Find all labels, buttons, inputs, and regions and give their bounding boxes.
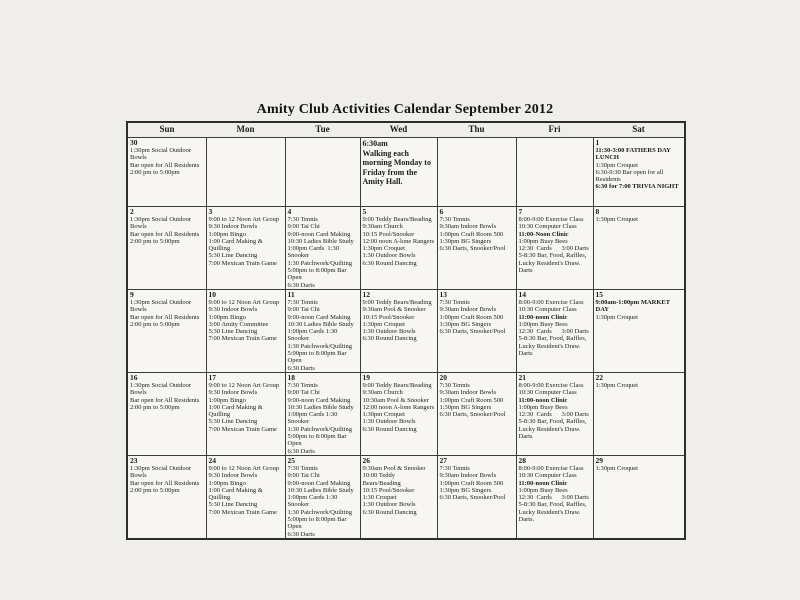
event-line: Darts	[518, 350, 533, 358]
event-line: Lucky Resident's Draw.	[518, 342, 581, 350]
event-line: 11:00-Noon Clinic	[518, 230, 569, 238]
event-line: 6:30 Round Dancing	[362, 335, 417, 343]
event-line: 9:00 Tai Chi	[287, 389, 320, 397]
event-line: 9:00 to 12 Noon Art Group	[208, 216, 280, 223]
day-number: 9	[130, 289, 134, 299]
event-line: 6:30 Round Dancing	[362, 508, 417, 516]
event-line: 8:00-9:00 Exercise Class	[518, 216, 584, 223]
calendar-cell-24	[206, 455, 285, 538]
event-line: 1:30pm Croquet	[595, 464, 638, 472]
event-line: 1:30 Patchwork/Quilting	[287, 342, 352, 350]
event-line: 5-8:30 Bar, Food, Raffles,	[518, 418, 587, 426]
event-line: 10:15 Pool/Snooker	[362, 313, 415, 321]
event-line: 1:30pm BG Singers	[439, 320, 492, 328]
day-header-fri: Fri	[516, 122, 593, 138]
day-number: 30	[130, 138, 138, 147]
event-line: 9:30am Indoor Bowls	[439, 306, 497, 314]
day-number: 5	[362, 207, 367, 216]
event-line: 7:30 Tennis	[287, 298, 318, 306]
calendar-container	[126, 102, 684, 540]
event-line: Bar open for All Residents	[130, 230, 200, 238]
event-line: 1:30pm Social Outdoor Bowls	[130, 298, 193, 314]
event-line: 1:30 Outdoor Bowls	[362, 501, 416, 509]
calendar-cell-empty	[516, 138, 593, 207]
event-line: 6:30 Round Dancing	[362, 259, 417, 267]
event-line: 10:30 Computer Class	[518, 389, 577, 397]
event-line: 6:30 Darts	[287, 447, 315, 455]
event-line: Bar open for All Residents	[130, 161, 200, 169]
day-number: 4	[287, 207, 292, 216]
event-line: 7:30 Tennis	[287, 381, 318, 389]
event-line: 1:30 Outdoor Bowls	[362, 328, 416, 336]
event-line: 7:30 Tennis	[439, 298, 470, 306]
event-line: 10:00 Teddy Bears/Beading	[362, 472, 401, 487]
event-line: Walking each	[362, 148, 409, 158]
event-line: 10:30am Pool & Snooker	[362, 396, 429, 404]
day-number: 16	[130, 372, 138, 382]
event-line: 10:30 Ladies Bible Study	[287, 486, 354, 494]
event-line: 2:00 pm to 5:00pm	[130, 320, 180, 328]
event-line: 1:30pm Croquet	[595, 161, 638, 169]
day-number: 27	[439, 455, 447, 465]
event-line: 9:00-noon Card Making	[287, 396, 351, 404]
event-line: 12:00 noon A-lone Rangers	[362, 237, 435, 245]
event-line: 6:30 Darts, Snooker/Pool	[439, 328, 506, 336]
event-line: 5-8:30 Bar, Food, Raffles,	[518, 335, 587, 343]
event-line: 1:00pm Craft Room 500	[439, 230, 504, 238]
event-line: Darts.	[518, 515, 535, 523]
calendar-cell-14	[516, 289, 593, 372]
event-line: 12:30 Cards 3:00 Darts	[518, 411, 589, 419]
event-line: 1:00pm Bingo	[208, 230, 246, 238]
calendar-cell-29	[593, 455, 685, 538]
event-line: 7:30 Tennis	[287, 216, 318, 223]
event-line: 9:30am Indoor Bowls	[439, 223, 497, 231]
event-line: 1:30 Outdoor Bowls	[362, 418, 416, 426]
event-line: 9:30am Pool & Snooker	[362, 464, 426, 472]
event-line: 9:00 Teddy Bears/Beading	[362, 298, 432, 306]
calendar-cell-empty	[437, 138, 516, 207]
event-line: Darts	[518, 433, 533, 441]
day-header-thu: Thu	[437, 122, 516, 138]
event-line: 6:30 Round Dancing	[362, 425, 417, 433]
calendar-cell-11	[285, 289, 360, 372]
event-line: 9:30 Indoor Bowls	[208, 223, 258, 231]
day-number: 12	[362, 289, 370, 299]
event-line: 11:30-3:00 FATHERS DAY LUNCH	[595, 147, 673, 162]
day-number: 23	[130, 455, 138, 465]
event-line: 9:00 to 12 Noon Art Group	[208, 298, 280, 306]
day-number: 14	[518, 289, 526, 299]
event-line: 9:00-noon Card Making	[287, 479, 351, 487]
event-line: Lucky Resident's Draw.	[518, 425, 581, 433]
event-line: 5:00pm to 8:00pm Bar Open	[287, 433, 349, 448]
event-line: 1:30pm Social Outdoor Bowls	[130, 381, 193, 397]
event-line: 10:15 Pool/Snooker	[362, 486, 415, 494]
event-line: 6:30 Darts, Snooker/Pool	[439, 411, 506, 419]
calendar-cell-1	[593, 138, 685, 207]
event-line: 9:00 Tai Chi	[287, 472, 320, 480]
event-line: 1:00pm Busy Bees	[518, 403, 568, 411]
day-number: 17	[208, 372, 216, 382]
event-line: 6:30 for 7:00 TRIVIA NIGHT	[595, 183, 679, 191]
event-line: 11:00-noon Clinic	[518, 396, 568, 404]
event-line: Lucky Resident's Draw.	[518, 508, 581, 516]
calendar-cell-18	[285, 372, 360, 455]
event-line: 12:30 Cards 3:00 Darts	[518, 245, 589, 253]
event-line: 7:30 Tennis	[439, 464, 470, 472]
event-line: 9:30 Indoor Bowls	[208, 306, 258, 314]
event-line: 7:00 Mexican Train Game	[208, 259, 277, 267]
week-row-3	[127, 289, 685, 372]
event-line: 8:00-9:00 Exercise Class	[518, 464, 584, 472]
calendar-cell-19	[360, 372, 437, 455]
event-line: 1:00pm Bingo	[208, 479, 246, 487]
event-line: 7:00 Mexican Train Game	[208, 425, 277, 433]
calendar-cell-30	[127, 138, 206, 207]
day-number: 15	[595, 289, 603, 299]
day-number: 18	[287, 372, 295, 382]
page-title: Amity Club Activities Calendar September 2012	[256, 102, 554, 117]
event-line: 1:00pm Bingo	[208, 396, 246, 404]
event-line: 1:00pm Busy Bees	[518, 486, 568, 494]
event-line: 6:30 Darts	[287, 530, 315, 538]
event-line: 9:00 to 12 Noon Art Group	[208, 381, 280, 389]
calendar-cell-3	[206, 207, 285, 290]
event-line: 7:30 Tennis	[439, 216, 470, 223]
event-line: 1:30pm Croquet	[362, 245, 405, 253]
event-line: 5:00pm to 8:00pm Bar Open	[287, 350, 349, 365]
event-line: 1:00pm Craft Room 500	[439, 479, 504, 487]
calendar-cell-10	[206, 289, 285, 372]
calendar-cell-27	[437, 455, 516, 538]
event-line: 10:30 Ladies Bible Study	[287, 237, 354, 245]
event-line: 1:00pm Craft Room 500	[439, 396, 504, 404]
calendar-cell-4	[285, 207, 360, 290]
event-line: 5:30 Line Dancing	[208, 328, 258, 336]
week-row-4	[127, 372, 685, 455]
event-line: 1:00pm Cards 1:30 Snooker	[287, 494, 339, 509]
day-header-sat: Sat	[593, 122, 685, 138]
calendar-cell-26	[360, 455, 437, 538]
calendar-cell-empty	[360, 138, 437, 207]
event-line: 7:00 Mexican Train Game	[208, 335, 277, 343]
calendar-cell-22	[593, 372, 685, 455]
event-line: 11:00-noon Clinic	[518, 479, 568, 487]
event-line: 10:15 Pool/Snooker	[362, 230, 415, 238]
event-line: 1:30pm BG Singers	[439, 403, 492, 411]
event-line: 9:30am Indoor Bowls	[439, 389, 497, 397]
calendar-cell-28	[516, 455, 593, 538]
event-line: 9:30am Church	[362, 223, 403, 231]
event-line: 1:00pm Craft Room 500	[439, 313, 504, 321]
event-line: 5:30 Line Dancing	[208, 501, 258, 509]
event-line: 5:30 Line Dancing	[208, 418, 258, 426]
event-line: 1:30 Patchwork/Quilting	[287, 508, 352, 516]
event-line: 9:30am Church	[362, 389, 403, 397]
day-number: 21	[518, 372, 526, 382]
day-header-row	[127, 122, 685, 138]
event-line: 9:00am-1:00pm MARKET DAY	[595, 298, 672, 314]
day-number: 20	[439, 372, 447, 382]
day-number: 19	[362, 372, 370, 382]
calendar-cell-9	[127, 289, 206, 372]
day-number: 28	[518, 455, 526, 465]
event-line: 9:00 Tai Chi	[287, 223, 320, 231]
event-line: 3:00 Amity Committee	[208, 320, 269, 328]
event-line: 5-8:30 Bar, Food, Raffles,	[518, 252, 587, 260]
event-line: 5:00pm to 8:00pm Bar Open	[287, 515, 349, 531]
day-number: 2	[130, 207, 134, 216]
calendar-cell-15	[593, 289, 685, 372]
event-line: 6:30am	[362, 139, 388, 148]
week-row-2	[127, 207, 685, 290]
event-line: 1:30pm Croquet	[362, 320, 405, 328]
day-number: 29	[595, 455, 603, 465]
event-line: 1:00 Card Making & Quilling	[208, 237, 265, 253]
event-line: 1:30pm Croquet	[595, 216, 638, 223]
event-line: 6:30 Darts	[287, 281, 315, 289]
event-line: 2:00 pm to 5:00pm	[130, 237, 180, 245]
event-line: 7:30 Tennis	[439, 381, 470, 389]
event-line: 6:30 Darts, Snooker/Pool	[439, 494, 506, 502]
event-line: 6:30-9:30 Bar open for all Residents	[595, 168, 665, 184]
event-line: 2:00 pm to 5:00pm	[130, 486, 180, 494]
event-line: 8:00-9:00 Exercise Class	[518, 298, 584, 306]
event-line: 9:00-noon Card Making	[287, 313, 351, 321]
event-line: 1:00pm Busy Bees	[518, 320, 568, 328]
day-header-sun: Sun	[127, 122, 206, 138]
event-line: 1:30pm BG Singers	[439, 486, 492, 494]
event-line: 11:00-noon Clinic	[518, 313, 568, 321]
event-line: Bar open for All Residents	[130, 396, 200, 404]
event-line: 10:30 Computer Class	[518, 223, 577, 231]
event-line: 9:00 to 12 Noon Art Group	[208, 464, 280, 472]
event-line: 12:00 noon A-lone Rangers	[362, 403, 435, 411]
event-line: 1:30 Patchwork/Quilting	[287, 425, 352, 433]
day-number: 25	[287, 455, 295, 465]
event-line: 8:00-9:00 Exercise Class	[518, 381, 584, 389]
calendar-cell-6	[437, 207, 516, 290]
day-number: 10	[208, 289, 216, 299]
calendar-cell-empty	[206, 138, 285, 207]
event-line: 9:00-noon Card Making	[287, 230, 351, 238]
event-line: 1:00pm Busy Bees	[518, 237, 568, 245]
week-row-5	[127, 455, 685, 538]
event-line: 1:30 Croquet	[362, 494, 397, 502]
calendar-cell-16	[127, 372, 206, 455]
day-number: 6	[439, 207, 444, 216]
event-line: Bar open for All Residents	[130, 313, 200, 321]
calendar-cell-17	[206, 372, 285, 455]
event-line: 9:30 Indoor Bowls	[208, 389, 258, 397]
event-line: Bar open for All Residents	[130, 479, 200, 487]
calendar-cell-12	[360, 289, 437, 372]
event-line: Amity Hall.	[362, 177, 403, 186]
event-line: 1:30pm Croquet	[595, 381, 638, 389]
event-line: 1:00pm Cards 1:30 Snooker	[287, 245, 341, 260]
event-line: 12:30 Cards 3:00 Darts	[518, 494, 589, 502]
day-number: 11	[287, 289, 295, 299]
calendar-cell-7	[516, 207, 593, 290]
event-line: 1:30pm Social Outdoor Bowls	[130, 216, 193, 231]
event-line: 1:00pm Cards 1:30 Snooker	[287, 411, 339, 426]
event-line: 1:30pm Social Outdoor Bowls	[130, 464, 193, 480]
event-line: 10:30 Ladies Bible Study	[287, 320, 354, 328]
event-line: 1:00 Card Making & Quilling	[208, 403, 265, 419]
event-line: 1:30pm Croquet	[362, 411, 405, 419]
event-line: 10:30 Computer Class	[518, 306, 577, 314]
event-line: 2:00 pm to 5:00pm	[130, 403, 180, 411]
event-line: morning Monday to	[362, 158, 431, 167]
event-line: 9:30am Indoor Bowls	[439, 472, 497, 480]
event-line: 6:30 Darts	[287, 364, 315, 372]
event-line: Friday from the	[362, 167, 418, 177]
calendar-cell-2	[127, 207, 206, 290]
event-line: 5:30 Line Dancing	[208, 252, 258, 260]
day-number: 24	[208, 455, 216, 465]
event-line: 1:30 Outdoor Bowls	[362, 252, 416, 260]
calendar-cell-5	[360, 207, 437, 290]
event-line: 1:30 Patchwork/Quilting	[287, 259, 352, 267]
calendar-cell-21	[516, 372, 593, 455]
calendar-cell-8	[593, 207, 685, 290]
event-line: 1:00pm Cards 1:30 Snooker	[287, 328, 339, 343]
event-line: 9:00 Tai Chi	[287, 306, 320, 314]
event-line: 2:00 pm to 5:00pm	[130, 168, 180, 176]
event-line: Darts	[518, 267, 533, 275]
event-line: 10:30 Ladies Bible Study	[287, 403, 354, 411]
event-line: 1:00 Card Making & Quilling	[208, 486, 265, 502]
event-line: 1:30pm BG Singers	[439, 237, 492, 245]
day-number: 26	[362, 455, 370, 465]
calendar-cell-empty	[285, 138, 360, 207]
day-header-mon: Mon	[206, 122, 285, 138]
calendar-grid	[126, 121, 686, 540]
day-header-tue: Tue	[285, 122, 360, 138]
day-number: 1	[595, 138, 600, 147]
week-row-1	[127, 138, 685, 207]
event-line: 10:30 Computer Class	[518, 472, 577, 480]
event-line: 6:30 Darts, Snooker/Pool	[439, 245, 506, 253]
event-line: 7:00 Mexican Train Game	[208, 508, 277, 516]
event-line: 7:30 Tennis	[287, 464, 318, 472]
event-line: 9:00 Teddy Bears/Beading	[362, 216, 432, 223]
day-number: 13	[439, 289, 447, 299]
event-line: 12:30 Cards 3:00 Darts	[518, 328, 589, 336]
event-line: 1:00pm Bingo	[208, 313, 246, 321]
event-line: 9:00 Teddy Bears/Beading	[362, 381, 432, 389]
calendar-cell-25	[285, 455, 360, 538]
event-line: 5-8:30 Bar, Food, Raffles,	[518, 501, 587, 509]
day-number: 3	[208, 207, 213, 216]
calendar-cell-13	[437, 289, 516, 372]
calendar-cell-20	[437, 372, 516, 455]
event-line: 5:00pm to 8:00pm Bar Open	[287, 267, 349, 282]
event-line: 9:30am Pool & Snooker	[362, 306, 426, 314]
day-number: 8	[595, 207, 600, 216]
event-line: 1:30pm Social Outdoor Bowls	[130, 147, 193, 162]
day-number: 7	[518, 207, 523, 216]
event-line: Lucky Resident's Draw.	[518, 259, 581, 267]
event-line: 1:30pm Croquet	[595, 313, 638, 321]
day-number: 22	[595, 372, 603, 382]
event-line: 9:30 Indoor Bowls	[208, 472, 258, 480]
day-header-wed: Wed	[360, 122, 437, 138]
calendar-cell-23	[127, 455, 206, 538]
